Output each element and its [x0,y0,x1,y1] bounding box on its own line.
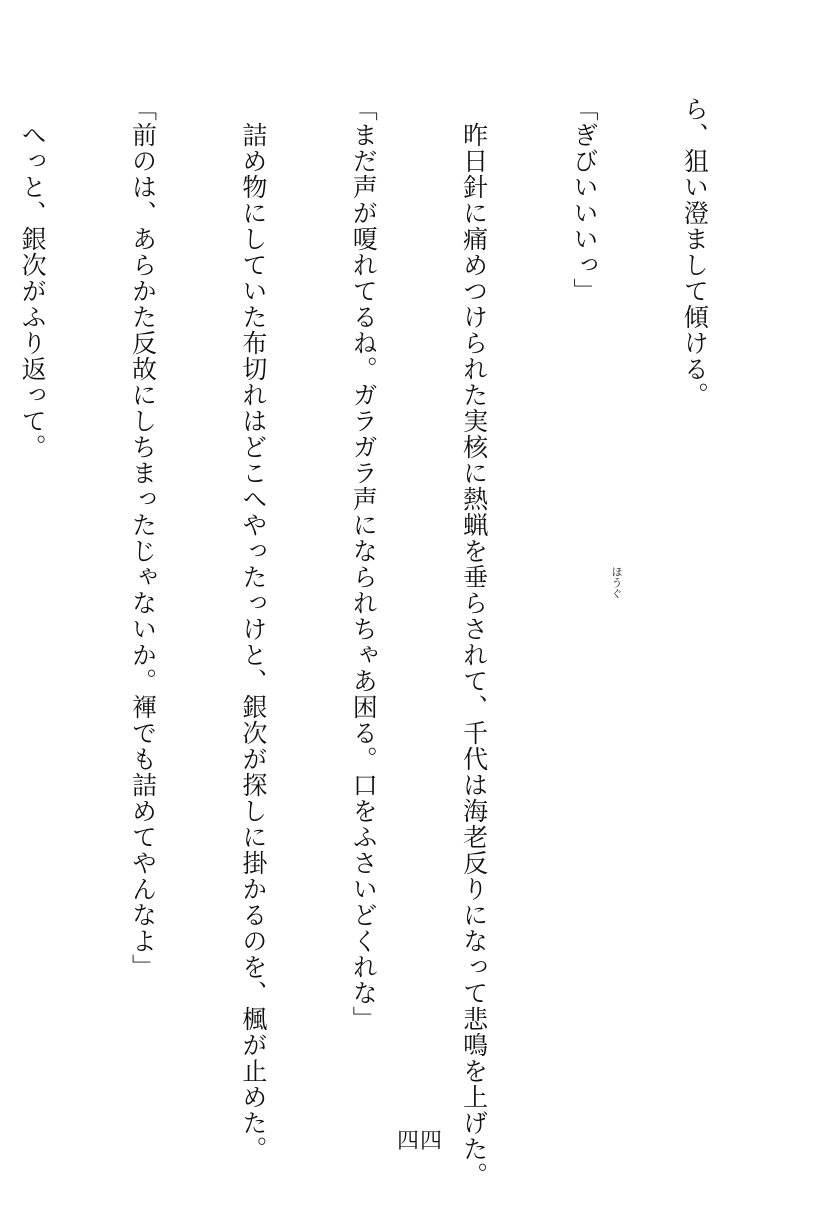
text-line: へっと、銀次がふり返って。 [18,96,48,460]
text-line: 昨日針に痛めつけられた実核に熱蝋を垂らされて、千代は海老反りになって悲鳴を上げた。 [459,96,489,1188]
text-line: 「ぎびいいいっ」 [570,96,600,304]
text-line: 「まだ声が嗄れてるね。ガラガラ声になられちゃあ困る。口をふさいどくれな」 [349,96,379,1032]
text-line-with-ruby [124,96,161,1016]
text-line: ら、狙い澄まして傾ける。 [680,96,710,408]
ruby-annotation: ほうぐ [610,566,623,599]
text-line: 詰め物にしていた布切れはどこへやったっけと、銀次が探しに掛かるのを、楓が止めた。 [238,96,268,1162]
text-line: 「前のは、あらかた反故にしちまったじゃないか。褌でも詰めてやんなよ」 [128,96,158,980]
page-number: 四四 [396,1129,443,1154]
